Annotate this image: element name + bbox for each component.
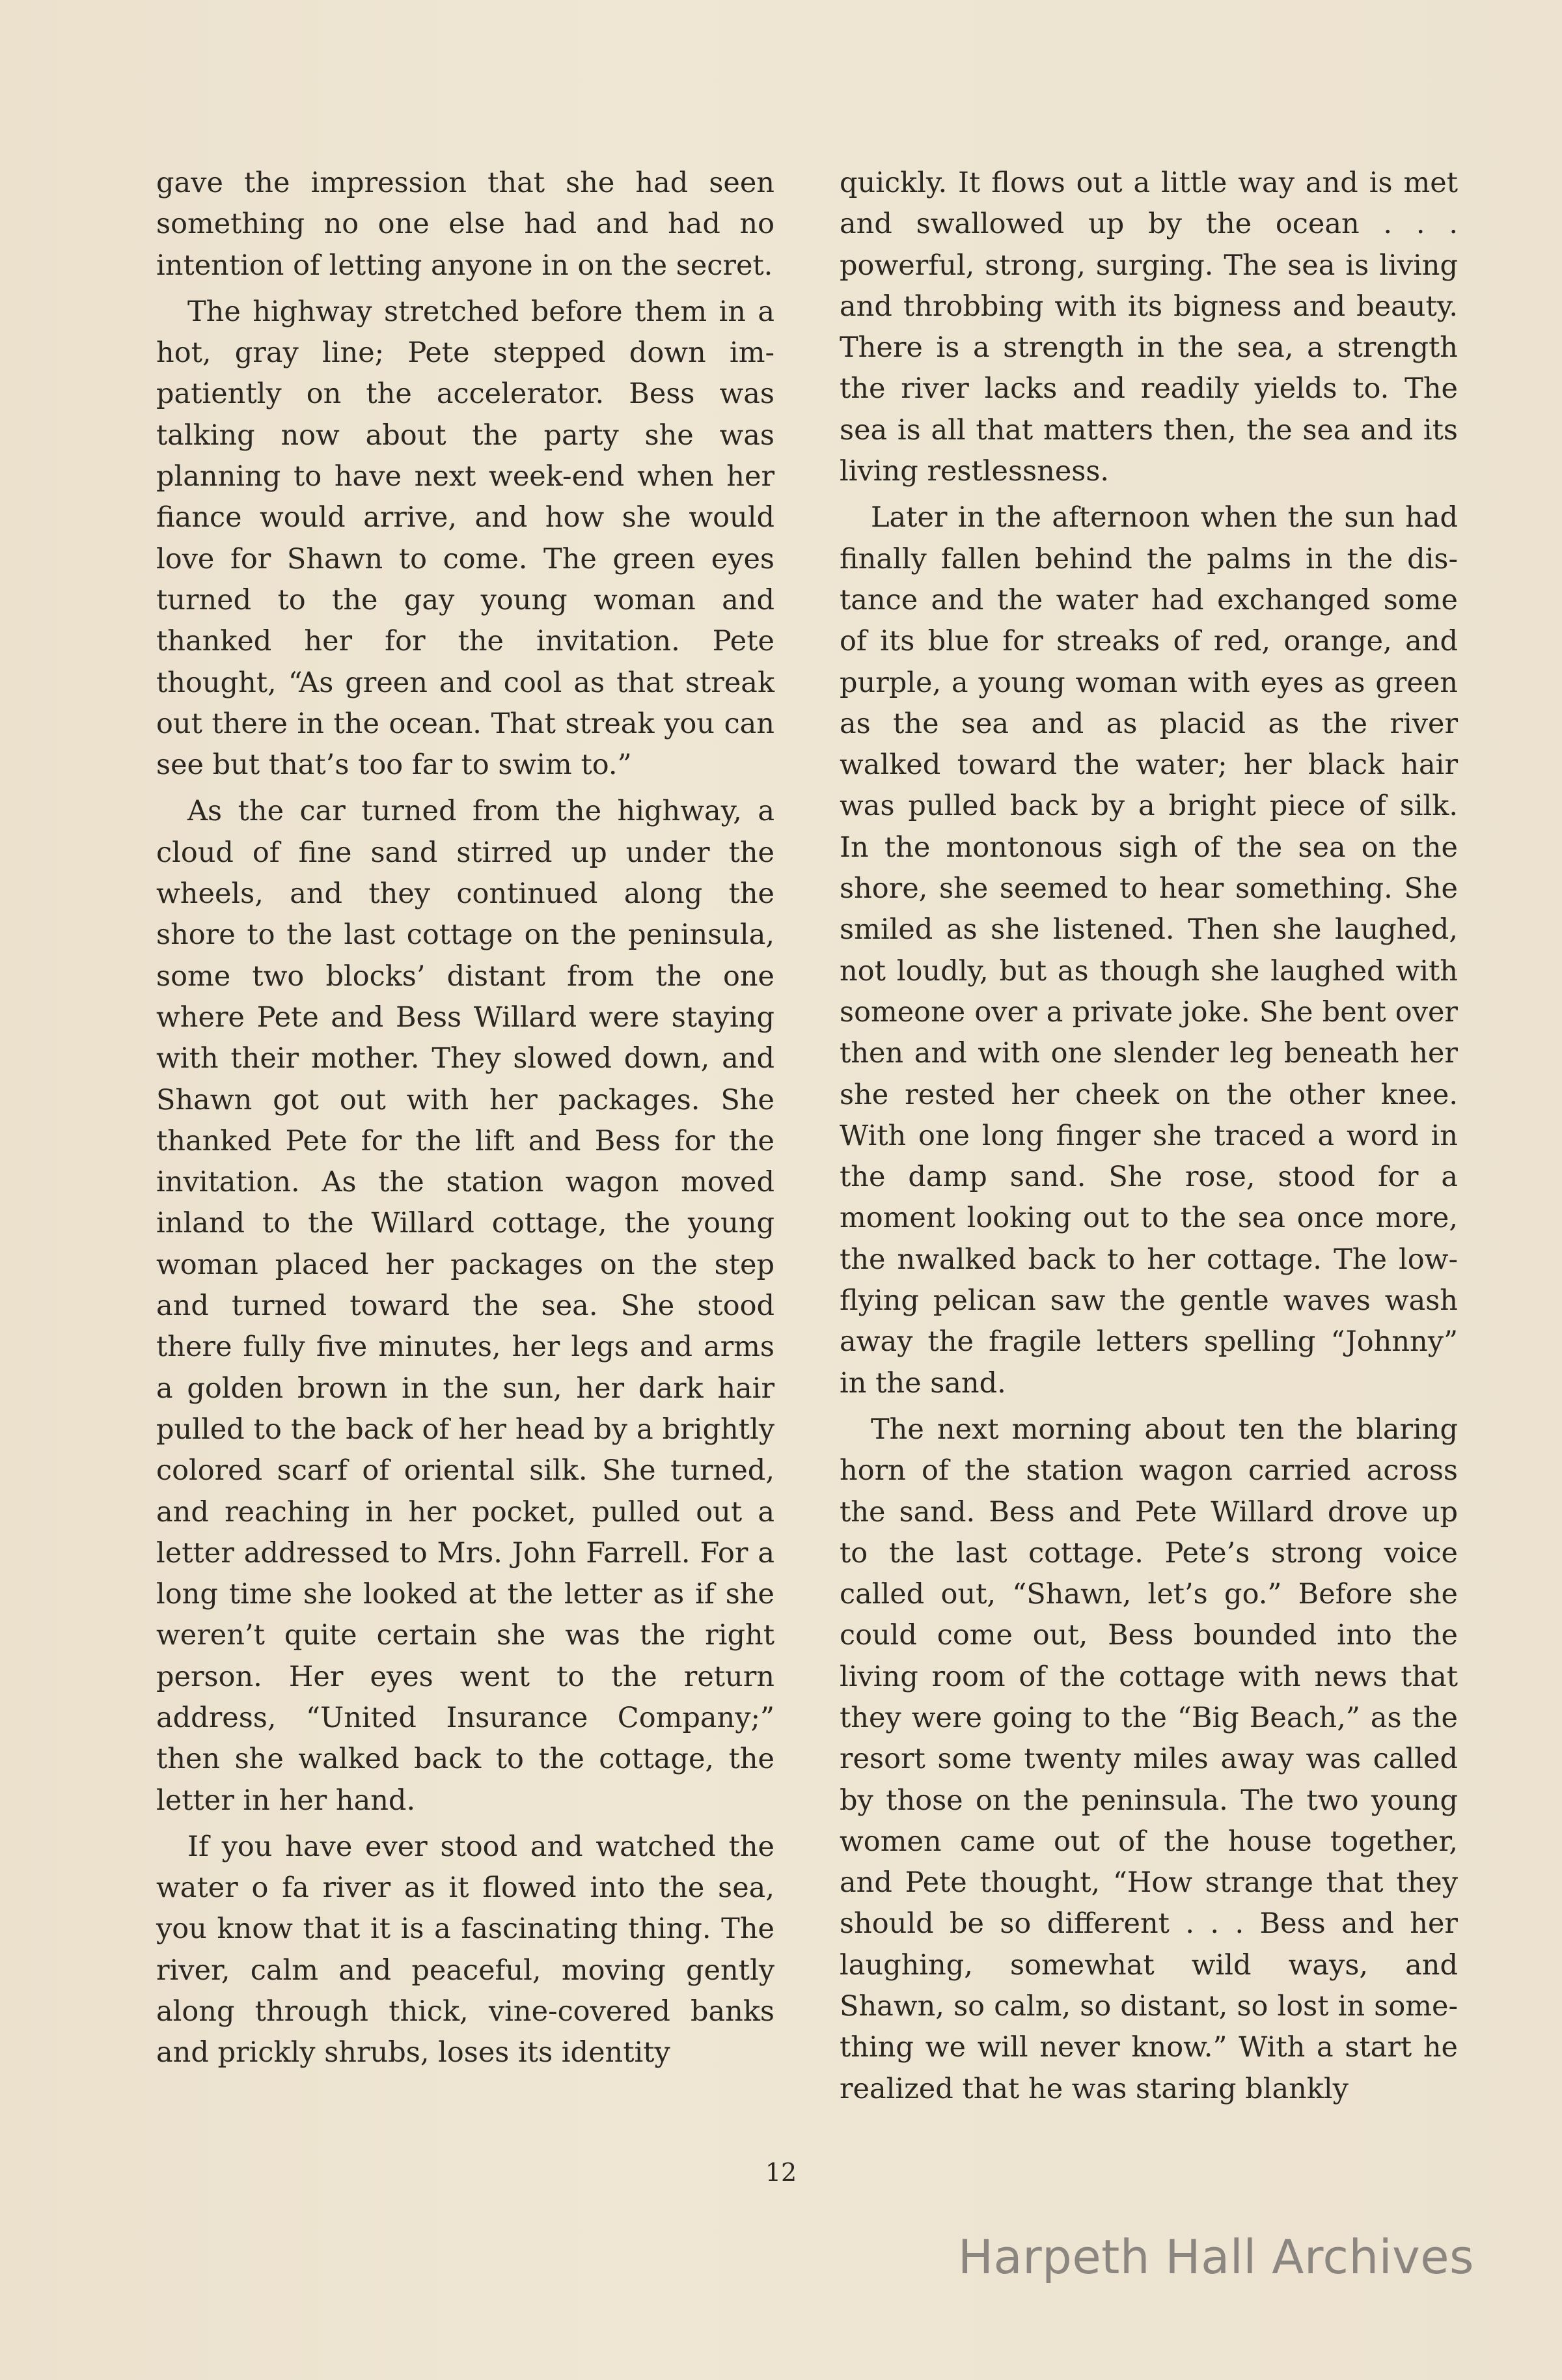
- paragraph: The next morning about ten the blaring horn of the station wagon carried across the sand. Bess and Pete Willard drove up to the last cottage. Pete’s strong voice called out, “Shawn, let’s go.” Before she could come out, Bess bounded into the living room of the cottage with news that they were going to the “Big Beach,” as the resort some twenty miles away was called by those on the peninsula. The two young women came out of the house together, and Pete thought, “How strange that they should be so different . . . Bess and her laughing, somewhat wild ways, and Shawn, so calm, so distant, so lost in something we will never know.” With a start he realized that he was staring blankly: [840, 1413, 1458, 2105]
- paragraph: The highway stretched before them in a hot, gray line; Pete stepped down impatiently on the accelerator. Bess was talking now about the party she was planning to have next week-end when her fiance would arrive, and how she would love for Shawn to come. The green eyes turned to the gay young woman and thanked her for the invitation. Pete thought, “As green and cool as that streak out there in the ocean. That streak you can see but that’s too far to swim to.”: [156, 295, 774, 782]
- paragraph: If you have ever stood and watched the water o fa river as it flowed into the sea, you know that it is a fascinating thing. The river, calm and peaceful, moving gently along through thick, vine-covered banks and prickly shrubs, loses its identity: [156, 1830, 774, 2069]
- right-column: [840, 163, 1458, 2115]
- left-column: [156, 163, 774, 2079]
- archive-watermark: Harpeth Hall Archives: [957, 2230, 1474, 2284]
- paragraph: quickly. It flows out a little way and is met and swallowed up by the ocean . . . powerful, strong, surging. The sea is living and throbbing with its bigness and beauty. There is a strength in the sea, a strength the river lacks and readily yields to. The sea is all that matters then, the sea and its living restlessness.: [840, 167, 1458, 488]
- page-number: 12: [765, 2158, 797, 2187]
- paragraph: gave the impression that she had seen something no one else had and had no intention of letting anyone in on the secret.: [156, 167, 774, 282]
- paragraph: Later in the afternoon when the sun had finally fallen behind the palms in the distance and the water had exchanged some of its blue for streaks of red, orange, and purple, a young woman with eyes as green as the sea and as placid as the river walked toward the water; her black hair was pulled back by a bright piece of silk. In the montonous sigh of the sea on the shore, she seemed to hear something. She smiled as she listened. Then she laughed, not loudly, but as though she laughed with someone over a private joke. She bent over then and with one slender leg beneath her she rested her cheek on the other knee. With one long finger she traced a word in the damp sand. She rose, stood for a moment looking out to the sea once more, the nwalked back to her cottage. The low-flying pelican saw the gentle waves wash away the fragile letters spelling “Johnny” in the sand.: [840, 501, 1458, 1400]
- paragraph: As the car turned from the highway, a cloud of fine sand stirred up under the wheels, and they continued along the shore to the last cottage on the peninsula, some two blocks’ distant from the one where Pete and Bess Willard were staying with their mother. They slowed down, and Shawn got out with her packages. She thanked Pete for the lift and Bess for the invitation. As the station wagon moved inland to the Willard cottage, the young woman placed her packages on the step and turned toward the sea. She stood there fully five minutes, her legs and arms a golden brown in the sun, her dark hair pulled to the back of her head by a brightly colored scarf of oriental silk. She turned, and reaching in her pocket, pulled out a letter addressed to Mrs. John Farrell. For a long time she looked at the letter as if she weren’t quite certain she was the right person. Her eyes went to the return address, “United Insurance Company;” then she walked back to the cottage, the letter in her hand.: [156, 795, 774, 1817]
